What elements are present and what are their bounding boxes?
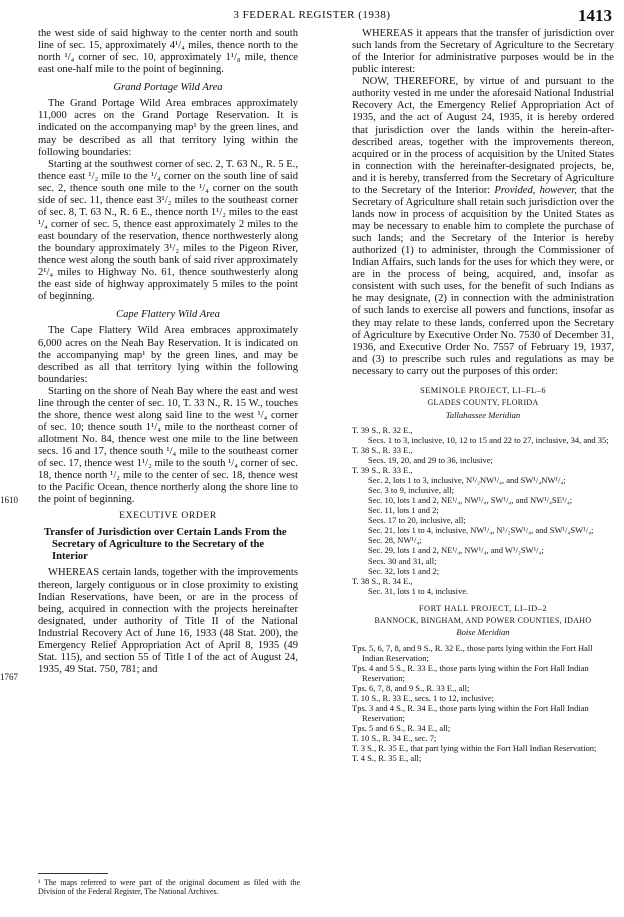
project-county: BANNOCK, BINGHAM, AND POWER COUNTIES, IDAHO xyxy=(374,616,592,626)
land-entry: Sec. 32, lots 1 and 2; xyxy=(368,565,440,576)
margin-note-1767: 1767 xyxy=(0,672,18,682)
project-heading-seminole: SEMINOLE PROJECT, LI–FL–6 xyxy=(419,385,547,395)
land-entry: Sec. 28, NW¹/₄; xyxy=(368,535,422,546)
land-entry: T. 39 S., R. 32 E., xyxy=(352,425,413,436)
land-entry: Sec. 10, lots 1 and 2, NE¹/₄, NW¹/₄, SW¹/₄, and NW¹/₄SE¹/₄; xyxy=(368,495,573,506)
footnote: ¹ The maps referred to were part of the original document as filed with the Division of the Federal Register, The National Archives. xyxy=(38,878,300,897)
paragraph: WHEREAS it appears that the transfer of jurisdiction over such lands from the Secretary of Agriculture to the Secretary of the Interior for administrative purposes would be in the public interest: xyxy=(352,28,614,76)
land-entry: Sec. 29, lots 1 and 2, NE¹/₄, NW¹/₄, and W¹/₂SW¹/₄; xyxy=(368,545,544,556)
land-entry: T. 10 S., R. 34 E., sec. 7; xyxy=(352,733,437,744)
margin-note-1610: 1610 xyxy=(0,495,18,505)
land-entry: T. 38 S., R. 34 E., xyxy=(352,575,413,586)
text-run: that the Secretary of Agriculture shall retain such jurisdiction over the lands now in process of acquisition by the United States as may be necessary to enable him to complete the purchase of such lands; and the Secretary of the Interior is hereby authorized (1) to administer, through the Commissioner of Indian Affairs, such lands for the uses for which they were, or are in the process of being, acquired, and, insofar as consistent with such uses, for the benefit of such Indians as he may designate, (2) in connection with the administration of such lands to exercise all powers and functions, insofar as they may relate to these lands, conferred upon the Secretary of Agriculture by Executive Order No. 7530 of December 31, 1936, and Executive Order No. 7557 of February 19, 1937, and (3) to prescribe such rules and regulations as may be necessary to carry out the purposes of this order: xyxy=(352,184,614,377)
text-run: NOW, THEREFORE, by virtue of and pursuant to the authority vested in me under the aforesaid National Industrial Recovery Act, the Emergency Relief Appropriation Act of 1935, and the act of August 24, 1935, it is hereby ordered that jurisdiction over the lands within the herein-after-described areas, together with the improvements thereon, acquired or in the process of acquisition by the United States in connection with the hereinafter-designated projects, be, and it is hereby, transferred from the Secretary of Agriculture to the Secretary of the Interior: xyxy=(352,76,614,196)
land-entry: T. 39 S., R. 33 E., xyxy=(352,465,413,476)
text-run-italic: Provided, however, xyxy=(494,184,577,196)
land-entry: Tps. 6, 7, 8, and 9 S., R. 33 E., all; xyxy=(352,683,470,694)
paragraph: the west side of said highway to the center north and south line of sec. 15, approximately 4¹/₄ miles, thence north to the north ¹/₄ corner of sec. 10, approximately 1¹/₈ mile, thence east one-half mile to the point of beginning. xyxy=(38,28,298,76)
land-entry: Tps. 4 and 5 S., R. 33 E., those parts lying within the Fort Hall Indian Reservation; xyxy=(352,663,589,684)
project-county: GLADES COUNTY, FLORIDA xyxy=(427,398,539,408)
paragraph: The Grand Portage Wild Area embraces approximately 11,000 acres on the Grand Portage Reservation. It is indicated on the accompanying map¹ by the green lines, and may be described as all that territory lying within the following boundaries: xyxy=(38,98,298,158)
land-entry: Sec. 2, lots 1 to 3, inclusive, N¹/₂NW¹/₄, and SW¹/₄NW¹/₄; xyxy=(368,475,566,486)
right-column xyxy=(352,28,614,763)
land-entry: Secs. 30 and 31, all; xyxy=(368,555,437,566)
land-entry: T. 4 S., R. 35 E., all; xyxy=(352,753,422,764)
page-number: 1413 xyxy=(578,6,612,25)
executive-order-heading: EXECUTIVE ORDER xyxy=(119,510,217,522)
land-list-fort-hall xyxy=(352,643,614,763)
paragraph: The Cape Flattery Wild Area embraces approximately 6,000 acres on the Neah Bay Reservation. It is indicated on the accompanying map¹ by the green lines, and may be described as all that territory lying within the following boundaries: xyxy=(38,325,298,385)
paragraph: Starting at the southwest corner of sec. 2, T. 63 N., R. 5 E., thence east ¹/₂ mile to the ¹/₄ corner on the south line of said sec. 2, thence south one mile to the ¹/₄ corner on the south side of sec. 11, thence east 3¹/₂ miles to the southeast corner of sec. 8, T. 63 N., R. 6 E., thence north 1¹/₂ miles to the east ¹/₄ corner of sec. 5, thence east approximately 2 miles to the east boundary of the reservation, thence northwesterly along the boundary approximately 3¹/₂ miles to the Pigeon River, thence west along the south bank of said river approximately 2¹/₄ miles to Highway No. 61, thence southwesterly along the east side of highway approximately 5 miles to the point of beginning. xyxy=(38,158,298,303)
land-list-seminole xyxy=(352,425,614,595)
land-entry: Sec. 21, lots 1 to 4, inclusive, NW¹/₄, N¹/₂SW¹/₄, and SW¹/₄SW¹/₄; xyxy=(368,525,594,536)
land-entry: Sec. 3 to 9, inclusive, all; xyxy=(368,485,454,496)
left-column xyxy=(38,28,298,676)
land-entry: T. 3 S., R. 35 E., that part lying within the Fort Hall Indian Reservation; xyxy=(352,743,597,754)
land-entry: Secs. 19, 20, and 29 to 36, inclusive; xyxy=(368,455,493,466)
land-entry: Tps. 5, 6, 7, 8, and 9 S., R. 32 E., those parts lying within the Fort Hall Indian Reservation; xyxy=(352,643,593,664)
page-header xyxy=(0,6,624,30)
land-entry: T. 10 S., R. 33 E., secs. 1 to 12, inclusive; xyxy=(352,693,494,704)
land-entry: Tps. 3 and 4 S., R. 34 E., those parts lying within the Fort Hall Indian Reservation; xyxy=(352,703,589,724)
land-entry: Sec. 11, lots 1 and 2; xyxy=(368,505,439,516)
land-entry: Secs. 1 to 3, inclusive, 10, 12 to 15 and 22 to 27, inclusive, 34, and 35; xyxy=(368,435,609,446)
land-entry: Tps. 5 and 6 S., R. 34 E., all; xyxy=(352,723,451,734)
land-entry: T. 38 S., R. 33 E., xyxy=(352,445,413,456)
land-entry: Secs. 17 to 20, inclusive, all; xyxy=(368,515,466,526)
project-meridian: Tallahassee Meridian xyxy=(445,409,521,420)
running-title: 3 FEDERAL REGISTER (1938) xyxy=(233,9,391,21)
executive-order-title: Transfer of Jurisdiction over Certain Lands From the Secretary of Agriculture to the Secretary of the Interior xyxy=(44,527,287,563)
project-meridian: Boise Meridian xyxy=(456,627,510,638)
land-entry: Sec. 31, lots 1 to 4, inclusive. xyxy=(368,585,469,596)
section-heading-cape-flattery: Cape Flattery Wild Area xyxy=(116,309,220,321)
paragraph xyxy=(352,76,614,378)
section-heading-grand-portage: Grand Portage Wild Area xyxy=(113,82,223,94)
project-heading-fort-hall: FORT HALL PROJECT, LI–ID–2 xyxy=(418,603,548,613)
footnote-rule xyxy=(38,873,108,874)
paragraph: WHEREAS certain lands, together with the improvements thereon, largely contiguous or in close proximity to existing Indian Reservations, have been, or are in the process of being, acquired in connection with the projects hereinafter designated, under authority of Title II of the National Industrial Recovery Act of June 16, 1933 (48 Stat. 200), the Emergency Relief Appropriation Act of April 8, 1935 (49 Stat. 115), and section 55 of Title I of the act of August 24, 1935, 49 Stat. 750, 781; and xyxy=(38,567,298,675)
paragraph: Starting on the shore of Neah Bay where the east and west line through the center of sec. 10, T. 33 N., R. 15 W., touches the shore, thence west along said line to the west ¹/₄ corner of sec. 10; thence south 1¹/₄ mile to the northeast corner of allotment No. 84, thence west one mile to the line between secs. 16 and 17, thence south ¹/₄ mile to the southeast corner of sec. 17, thence west 1¹/₂ mile to the south ¹/₄ corner of sec. 18, thence north ¹/₂ mile to the center of sec. 18, thence west to the Pacific Ocean, thence northerly along the shore line to the point of beginning. xyxy=(38,385,298,506)
